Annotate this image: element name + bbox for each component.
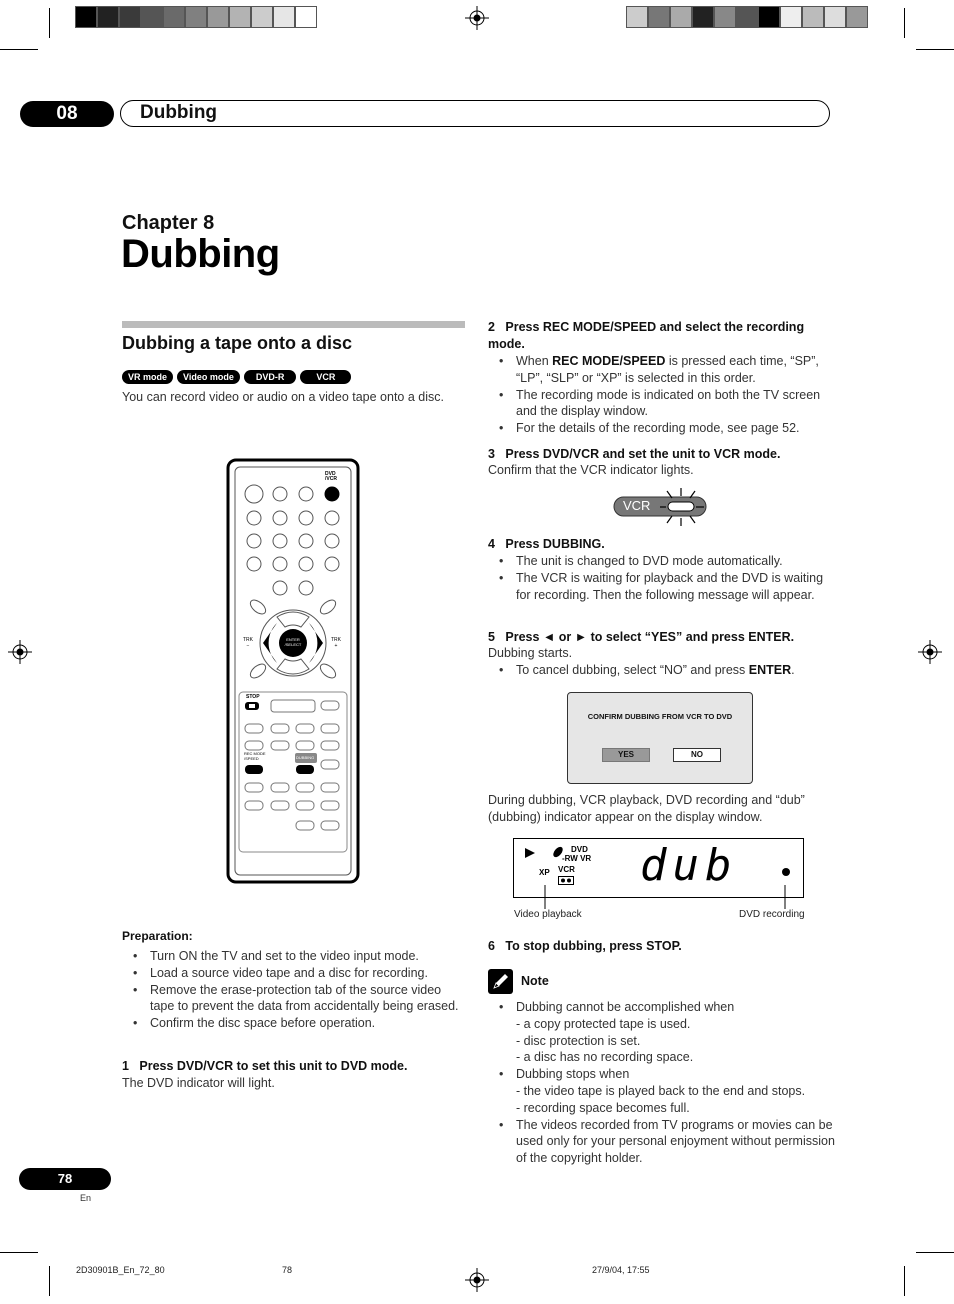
color-bar-right [626,6,868,28]
step-2-number: 2 [488,320,495,334]
record-indicator-icon [781,867,791,877]
registration-mark-left [8,640,32,664]
chapter-title: Dubbing [121,232,280,276]
badge-vcr: VCR [300,370,351,384]
remote-recmode-label: REC MODE /SPEED [244,751,266,761]
section-divider [122,321,465,328]
step-6-title [488,938,833,955]
remote-trk-right-label: TRK + [331,637,341,649]
list-item: • The unit is changed to DVD mode automatically. [488,553,833,570]
step-2-b1-pre: When [516,354,553,368]
list-item: - a copy protected tape is used. [516,1016,691,1031]
step-5-b1-post: . [791,663,795,677]
remote-control-illustration [225,457,362,885]
color-bar-left [75,6,317,28]
step-2-title [488,319,833,353]
list-item: • The videos recorded from TV programs or movies can be used only for your personal enjoyment without permission of the copyright holder. [488,1117,836,1167]
step-4-text: Press DUBBING. [505,537,605,551]
step-1-body: The DVD indicator will light. [122,1076,275,1090]
confirm-dubbing-dialog [567,692,753,784]
list-item: - the video tape is played back to the end and stops. [516,1083,806,1098]
step-1-text: Press DVD/VCR to set this unit to DVD mode. [139,1059,408,1073]
step-3-number: 3 [488,447,495,461]
step-2-b1-bold: REC MODE/SPEED [552,354,666,368]
remote-dvdvcr-label: DVD /VCR [325,471,337,482]
step-5-list [488,662,833,679]
list-item [488,353,833,387]
step-6-number: 6 [488,939,495,953]
list-item: • For the details of the recording mode, see page 52. [488,420,833,437]
step-1-title [122,1058,462,1075]
footer-page: 78 [282,1265,293,1275]
header-title-box [120,100,830,127]
dialog-no-button[interactable]: NO [673,748,721,762]
list-item: • Load a source video tape and a disc for recording. [122,965,462,982]
registration-mark-bottom [465,1268,489,1292]
list-item: • Dubbing cannot be accomplished when [488,999,836,1016]
list-item: • Confirm the disc space before operation. [122,1015,462,1032]
display-xp: XP [539,868,550,877]
mode-badges [122,370,351,384]
dialog-yes-button[interactable]: YES [602,748,650,762]
display-vcr: VCR [558,865,575,874]
list-item: • The VCR is waiting for playback and the DVD is waiting for recording. Then the following message will appear. [488,570,833,604]
list-item: - recording space becomes full. [516,1100,690,1115]
step-2-list [488,353,833,437]
chapter-label: Chapter 8 [122,212,215,234]
registration-mark-top [465,6,489,30]
step-5-b1-pre: To cancel dubbing, select “NO” and press [516,663,749,677]
step-3-body: Confirm that the VCR indicator lights. [488,463,694,477]
display-dvd: DVD [571,845,588,854]
footer-file-code: 2D30901B_En_72_80 [76,1265,165,1275]
page-number: 78 [19,1168,111,1190]
note-pencil-icon [488,969,513,994]
badge-video-mode: Video mode [177,370,240,384]
chapter-number-chip: 08 [20,101,114,127]
list-item: - disc protection is set. [516,1033,641,1048]
list-item: • Dubbing stops when [488,1066,836,1083]
vcr-indicator-label: VCR [623,498,651,513]
registration-mark-right [918,640,942,664]
preparation-title: Preparation: [122,929,193,943]
preparation-list [122,948,462,1032]
remote-dubbing-label: DUBBING [296,755,315,760]
badge-vr-mode: VR mode [122,370,173,384]
list-item: • Remove the erase-protection tab of the source video tape to prevent the data from accidentally being erased. [122,982,462,1016]
display-rw-vr: -RW VR [562,854,592,863]
remote-trk-left-label: TRK − [243,637,253,649]
list-item: • Turn ON the TV and set to the video input mode. [122,948,462,965]
display-leader-lines [540,885,800,911]
step-4-number: 4 [488,537,495,551]
step-1-number: 1 [122,1059,129,1073]
step-3-text: Press DVD/VCR and set the unit to VCR mode. [505,447,781,461]
step-5-b1-bold: ENTER [748,663,792,677]
list-item [488,662,833,679]
note-title: Note [521,974,549,988]
footer-date: 27/9/04, 17:55 [592,1265,650,1275]
section-title: Dubbing a tape onto a disc [122,333,353,353]
list-item: - a disc has no recording space. [516,1050,694,1065]
badge-dvd-r: DVD-R [244,370,297,384]
remote-enter-label: ENTER /SELECT [284,637,302,647]
during-dubbing-text: During dubbing, VCR playback, DVD recording and “dub” (dubbing) indicator appear on the display window. [488,793,805,824]
display-dub-segments: dub [640,840,738,891]
step-2-b1-post: is pressed each time, “SP”, “LP”, “SLP” or “XP” is selected in this order. [516,354,819,385]
step-5-body: Dubbing starts. [488,646,573,660]
section-intro: You can record video or audio on a video tape onto a disc. [122,390,444,404]
step-6-text: To stop dubbing, press STOP. [505,939,682,953]
step-5-number: 5 [488,630,495,644]
dialog-message: CONFIRM DUBBING FROM VCR TO DVD [587,712,733,721]
remote-stop-label: STOP [246,694,260,700]
step-3-title [488,446,833,463]
page-language: En [80,1193,92,1203]
note-list [488,999,836,1167]
step-4-list [488,553,833,603]
header-title: Dubbing [140,102,218,123]
play-icon [524,847,536,859]
step-5-text: Press ◄ or ► to select “YES” and press ENTER. [505,630,795,644]
step-2-text: Press REC MODE/SPEED and select the recording mode. [488,320,805,351]
label-dvd-recording: DVD recording [739,909,805,920]
list-item: • The recording mode is indicated on both the TV screen and the display window. [488,387,833,421]
tape-icon [558,876,574,885]
step-4-title [488,536,833,553]
step-5-title [488,629,833,646]
label-video-playback: Video playback [514,909,582,920]
